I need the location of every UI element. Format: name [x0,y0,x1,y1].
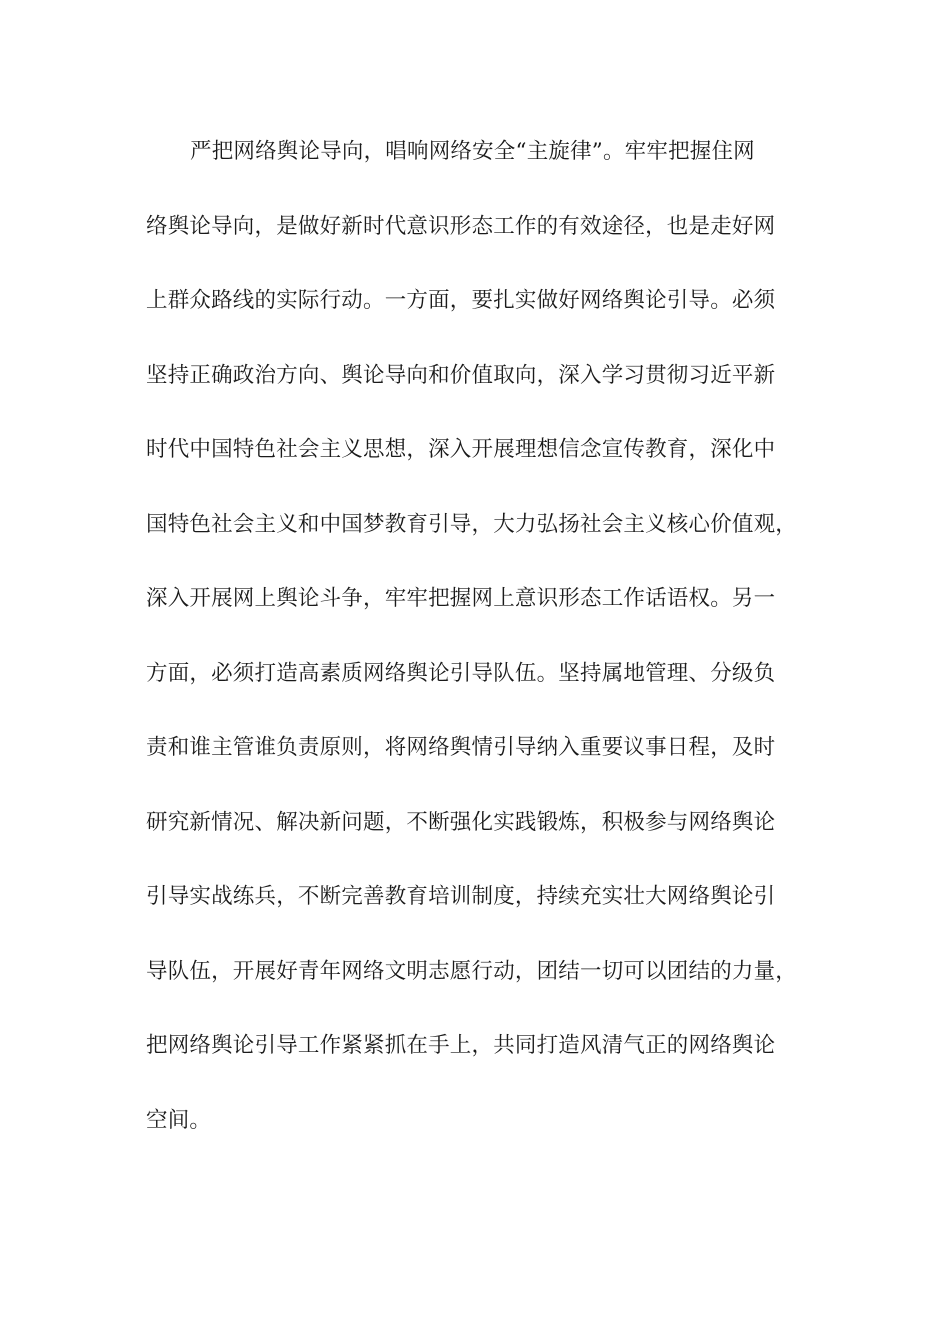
paragraph-line-6: 国特色社会主义和中国梦教育引导，大力弘扬社会主义核心价值观， [146,511,798,537]
paragraph-line-10: 研究新情况、解决新问题，不断强化实践锻炼，积极参与网络舆论 [146,809,776,835]
paragraph-line-8: 方面，必须打造高素质网络舆论引导队伍。坚持属地管理、分级负 [146,660,776,686]
paragraph-line-7: 深入开展网上舆论斗争，牢牢把握网上意识形态工作话语权。另一 [146,586,776,611]
paragraph-line-11: 引导实战练兵，不断完善教育培训制度，持续充实壮大网络舆论引 [146,884,776,909]
paragraph-line-9: 责和谁主管谁负责原则，将网络舆情引导纳入重要议事日程，及时 [146,735,776,760]
paragraph-line-14: 空间。 [146,1107,212,1133]
paragraph-line-2: 络舆论导向，是做好新时代意识形态工作的有效途径，也是走好网 [146,213,776,239]
paragraph-line-1: 严把网络舆论导向，唱响网络安全“主旋律”。牢牢把握住网 [190,139,755,164]
paragraph-line-3: 上群众路线的实际行动。一方面，要扎实做好网络舆论引导。必须 [146,288,776,313]
paragraph-line-4: 坚持正确政治方向、舆论导向和价值取向，深入学习贯彻习近平新 [146,362,776,388]
body-paragraph [146,129,806,1172]
paragraph-line-12: 导队伍，开展好青年网络文明志愿行动，团结一切可以团结的力量， [146,958,798,984]
paragraph-line-5: 时代中国特色社会主义思想，深入开展理想信念宣传教育，深化中 [146,437,776,462]
paragraph-line-13: 把网络舆论引导工作紧紧抓在手上，共同打造风清气正的网络舆论 [146,1033,776,1058]
